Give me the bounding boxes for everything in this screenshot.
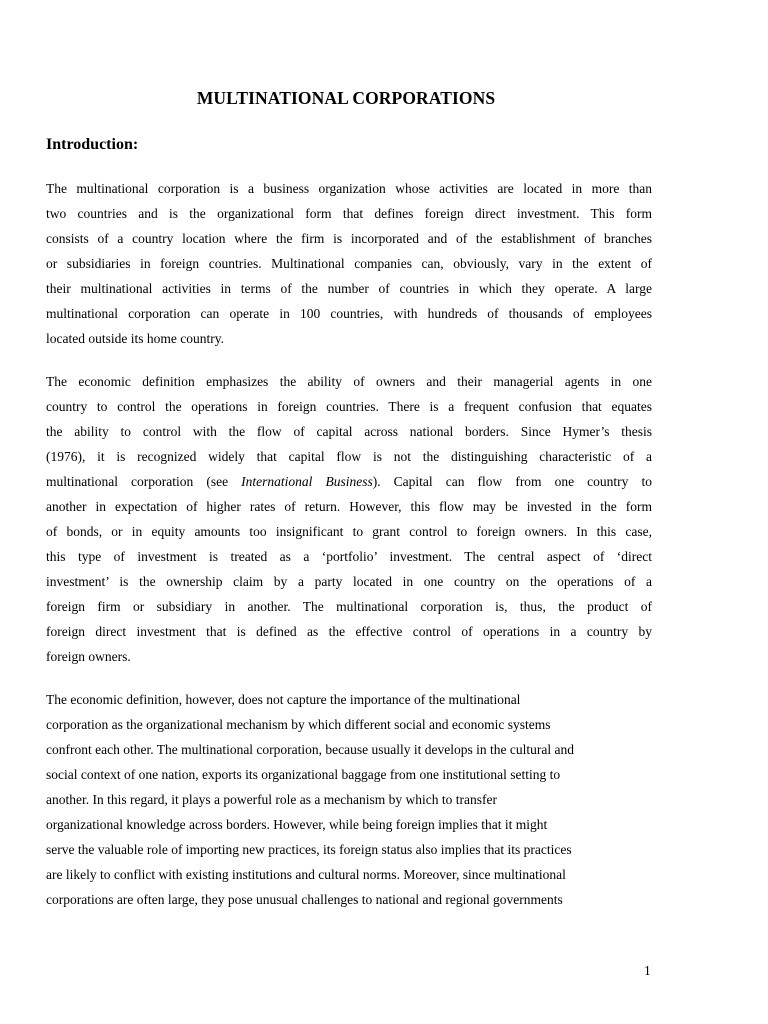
paragraph-line: (1976), it is recognized widely that capital flow is not the distinguishing characteristic of a	[46, 449, 652, 464]
line-text: ). Capital can flow from one country to	[372, 474, 652, 489]
paragraph-line-with-reference	[46, 469, 652, 494]
paragraph-line: social context of one nation, exports its organizational baggage from one institutional setting to	[46, 767, 561, 782]
paragraph-line: are likely to conflict with existing institutions and cultural norms. Moreover, since multinational	[46, 867, 566, 882]
line-text: multinational corporation (see	[46, 474, 242, 489]
paragraph-line: this type of investment is treated as a ‘portfolio’ investment. The central aspect of ‘direct	[46, 549, 652, 564]
paragraph-line: their multinational activities in terms of the number of countries in which they operate. A large	[46, 281, 652, 296]
paragraph-line: of bonds, or in equity amounts too insignificant to grant control to foreign owners. In this case,	[46, 524, 652, 539]
paragraph-line: located outside its home country.	[46, 331, 224, 346]
italic-reference: International Business	[241, 474, 373, 489]
paragraph-line: or subsidiaries in foreign countries. Multinational companies can, obviously, vary in the extent of	[46, 256, 652, 271]
section-heading: Introduction:	[46, 136, 139, 153]
paragraph-line: foreign direct investment that is defined as the effective control of operations in a country by	[46, 624, 652, 639]
paragraph-3	[46, 687, 652, 912]
page-number: 1	[644, 963, 651, 978]
paragraph-line: corporation as the organizational mechanism by which different social and economic systems	[46, 717, 551, 732]
paragraph-line: corporations are often large, they pose unusual challenges to national and regional governments	[46, 892, 563, 907]
paragraph-line: confront each other. The multinational corporation, because usually it develops in the cultural and	[46, 742, 574, 757]
paragraph-line: consists of a country location where the firm is incorporated and of the establishment of branches	[46, 231, 652, 246]
paragraph-line: investment’ is the ownership claim by a party located in one country on the operations of a	[46, 574, 652, 589]
paragraph-line: The economic definition emphasizes the ability of owners and their managerial agents in one	[46, 374, 652, 389]
paragraph-line: serve the valuable role of importing new practices, its foreign status also implies that its practices	[46, 842, 572, 857]
paragraph-2	[46, 369, 652, 669]
paragraph-line: The economic definition, however, does not capture the importance of the multinational	[46, 692, 521, 707]
paragraph-line: The multinational corporation is a business organization whose activities are located in more than	[46, 181, 652, 196]
document-title: MULTINATIONAL CORPORATIONS	[196, 88, 496, 108]
paragraph-line: foreign owners.	[46, 649, 131, 664]
paragraph-line: another in expectation of higher rates of return. However, this flow may be invested in the form	[46, 499, 652, 514]
paragraph-line: two countries and is the organizational form that defines foreign direct investment. This form	[46, 206, 652, 221]
paragraph-line: foreign firm or subsidiary in another. The multinational corporation is, thus, the product of	[46, 599, 652, 614]
paragraph-line: organizational knowledge across borders. However, while being foreign implies that it might	[46, 817, 548, 832]
paragraph-line: the ability to control with the flow of capital across national borders. Since Hymer’s thesis	[46, 424, 652, 439]
paragraph-line: multinational corporation can operate in 100 countries, with hundreds of thousands of employees	[46, 306, 652, 321]
paragraph-1	[46, 176, 652, 351]
paragraph-line: another. In this regard, it plays a powerful role as a mechanism by which to transfer	[46, 792, 497, 807]
paragraph-line: country to control the operations in foreign countries. There is a frequent confusion that equates	[46, 399, 652, 414]
